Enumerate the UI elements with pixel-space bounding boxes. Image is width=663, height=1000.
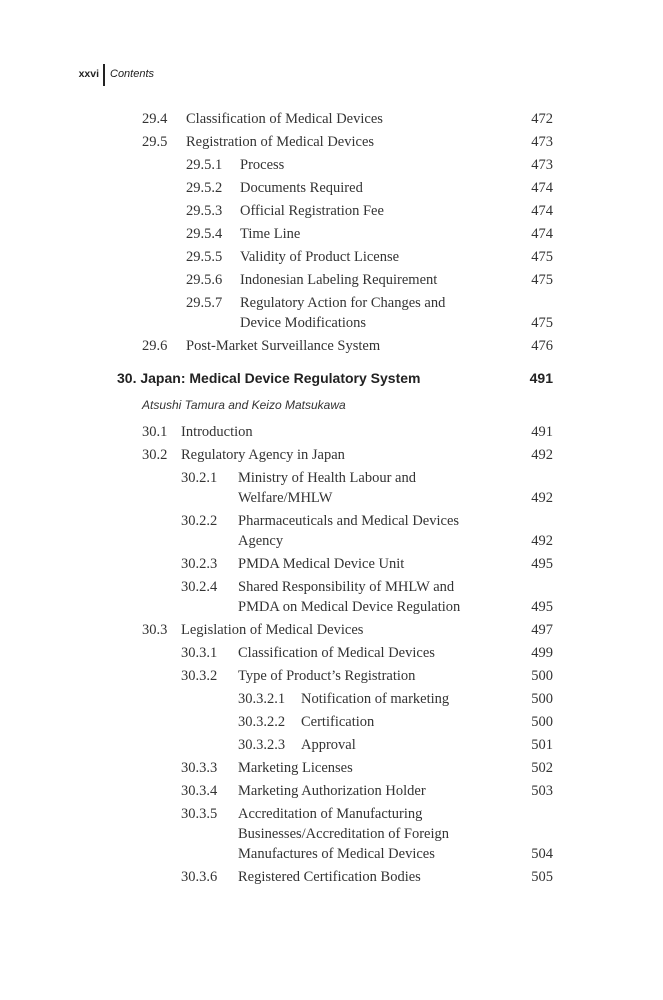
page-ref-29-5-6: 475 bbox=[531, 272, 553, 288]
section-number: 29.5.5 bbox=[186, 249, 223, 265]
page-ref-29-5-4: 474 bbox=[531, 226, 553, 242]
section-title: Process bbox=[240, 157, 285, 173]
section-title: Classification of Medical Devices bbox=[238, 645, 435, 661]
section-title: Type of Product’s Registration bbox=[238, 668, 416, 684]
section-number: 30.2.3 bbox=[181, 556, 218, 572]
page-ref-30-3-6: 505 bbox=[531, 869, 553, 885]
section-number: 30.3.3 bbox=[181, 760, 218, 776]
page-ref-30-2-2: 492 bbox=[531, 533, 553, 549]
section-number: 30.3.2 bbox=[181, 668, 218, 684]
section-title-line-3: Manufactures of Medical Devices bbox=[238, 846, 435, 862]
section-title: Post-Market Surveillance System bbox=[186, 338, 381, 354]
chapter-page-ref: 491 bbox=[529, 370, 553, 386]
page-ref-30-3-2-3: 501 bbox=[531, 737, 553, 753]
page-ref-30-3-2: 500 bbox=[531, 668, 553, 684]
section-number: 30.3.2.1 bbox=[238, 691, 286, 707]
section-number: 29.5.6 bbox=[186, 272, 223, 288]
section-number: 29.4 bbox=[142, 111, 168, 127]
section-title: Legislation of Medical Devices bbox=[181, 622, 364, 638]
page-ref-30-2-3: 495 bbox=[531, 556, 553, 572]
page-ref-29-4: 472 bbox=[531, 111, 553, 127]
section-title-line-2: Device Modifications bbox=[240, 315, 367, 331]
section-title: Official Registration Fee bbox=[240, 203, 384, 219]
page-ref-30-3-5: 504 bbox=[531, 846, 553, 862]
section-number: 30.3.4 bbox=[181, 783, 218, 799]
section-title: Registered Certification Bodies bbox=[238, 869, 421, 885]
section-title: Marketing Licenses bbox=[238, 760, 353, 776]
section-title-line-1: Pharmaceuticals and Medical Devices bbox=[238, 513, 460, 529]
section-number: 29.5.2 bbox=[186, 180, 223, 196]
section-title: Certification bbox=[301, 714, 375, 730]
page-ref-30-2: 492 bbox=[531, 447, 553, 463]
section-title: Indonesian Labeling Requirement bbox=[240, 272, 438, 288]
section-number: 29.5 bbox=[142, 134, 168, 150]
section-number: 30.2.2 bbox=[181, 513, 218, 529]
section-number: 30.1 bbox=[142, 424, 168, 440]
section-title: Time Line bbox=[240, 226, 301, 242]
section-number: 30.3.2.2 bbox=[238, 714, 286, 730]
page-ref-30-3-1: 499 bbox=[531, 645, 553, 661]
page-ref-29-5: 473 bbox=[531, 134, 553, 150]
page-ref-29-5-5: 475 bbox=[531, 249, 553, 265]
section-number: 29.5.7 bbox=[186, 295, 223, 311]
page-ref-30-1: 491 bbox=[531, 424, 553, 440]
page-ref-30-3-2-2: 500 bbox=[531, 714, 553, 730]
section-number: 29.5.1 bbox=[186, 157, 223, 173]
page-ref-30-3-3: 502 bbox=[531, 760, 553, 776]
section-title: Validity of Product License bbox=[240, 249, 400, 265]
page-ref-30-3-4: 503 bbox=[531, 783, 553, 799]
section-title: Notification of marketing bbox=[301, 691, 450, 707]
section-number: 30.3.6 bbox=[181, 869, 218, 885]
page-ref-29-5-7: 475 bbox=[531, 315, 553, 331]
page-ref-29-6: 476 bbox=[531, 338, 553, 354]
section-title: PMDA Medical Device Unit bbox=[238, 556, 405, 572]
section-number: 29.5.4 bbox=[186, 226, 223, 242]
section-title-line-2: PMDA on Medical Device Regulation bbox=[238, 599, 461, 615]
section-title-line-2: Agency bbox=[238, 533, 284, 549]
section-title-line-1: Regulatory Action for Changes and bbox=[240, 295, 446, 311]
section-title: Regulatory Agency in Japan bbox=[181, 447, 345, 463]
page-ref-30-3-2-1: 500 bbox=[531, 691, 553, 707]
header-rule bbox=[103, 64, 105, 86]
section-title-line-1: Shared Responsibility of MHLW and bbox=[238, 579, 455, 595]
section-title: Introduction bbox=[181, 424, 253, 440]
chapter-authors: Atsushi Tamura and Keizo Matsukawa bbox=[142, 398, 346, 412]
page-ref-29-5-2: 474 bbox=[531, 180, 553, 196]
page-ref-29-5-3: 474 bbox=[531, 203, 553, 219]
section-number: 30.3 bbox=[142, 622, 168, 638]
page-ref-30-2-4: 495 bbox=[531, 599, 553, 615]
page-ref-30-2-1: 492 bbox=[531, 490, 553, 506]
section-title: Registration of Medical Devices bbox=[186, 134, 375, 150]
section-title: Marketing Authorization Holder bbox=[238, 783, 426, 799]
section-title-line-1: Ministry of Health Labour and bbox=[238, 470, 416, 486]
section-title-line-2: Welfare/MHLW bbox=[238, 490, 333, 506]
running-title: Contents bbox=[110, 68, 155, 80]
section-title: Classification of Medical Devices bbox=[186, 111, 383, 127]
section-title-line-1: Accreditation of Manufacturing bbox=[238, 806, 423, 822]
section-number: 29.6 bbox=[142, 338, 168, 354]
page-ref-30-3: 497 bbox=[531, 622, 553, 638]
section-title-line-2: Businesses/Accreditation of Foreign bbox=[238, 826, 450, 842]
section-number: 30.3.2.3 bbox=[238, 737, 286, 753]
section-number: 30.3.5 bbox=[181, 806, 218, 822]
page-ref-29-5-1: 473 bbox=[531, 157, 553, 173]
section-title: Approval bbox=[301, 737, 356, 753]
section-number: 30.2.1 bbox=[181, 470, 218, 486]
section-number: 29.5.3 bbox=[186, 203, 223, 219]
section-title: Documents Required bbox=[240, 180, 363, 196]
page-number: xxvi bbox=[78, 68, 99, 80]
section-number: 30.2 bbox=[142, 447, 168, 463]
section-number: 30.3.1 bbox=[181, 645, 218, 661]
section-number: 30.2.4 bbox=[181, 579, 218, 595]
chapter-title[interactable]: 30. Japan: Medical Device Regulatory System bbox=[117, 370, 421, 386]
